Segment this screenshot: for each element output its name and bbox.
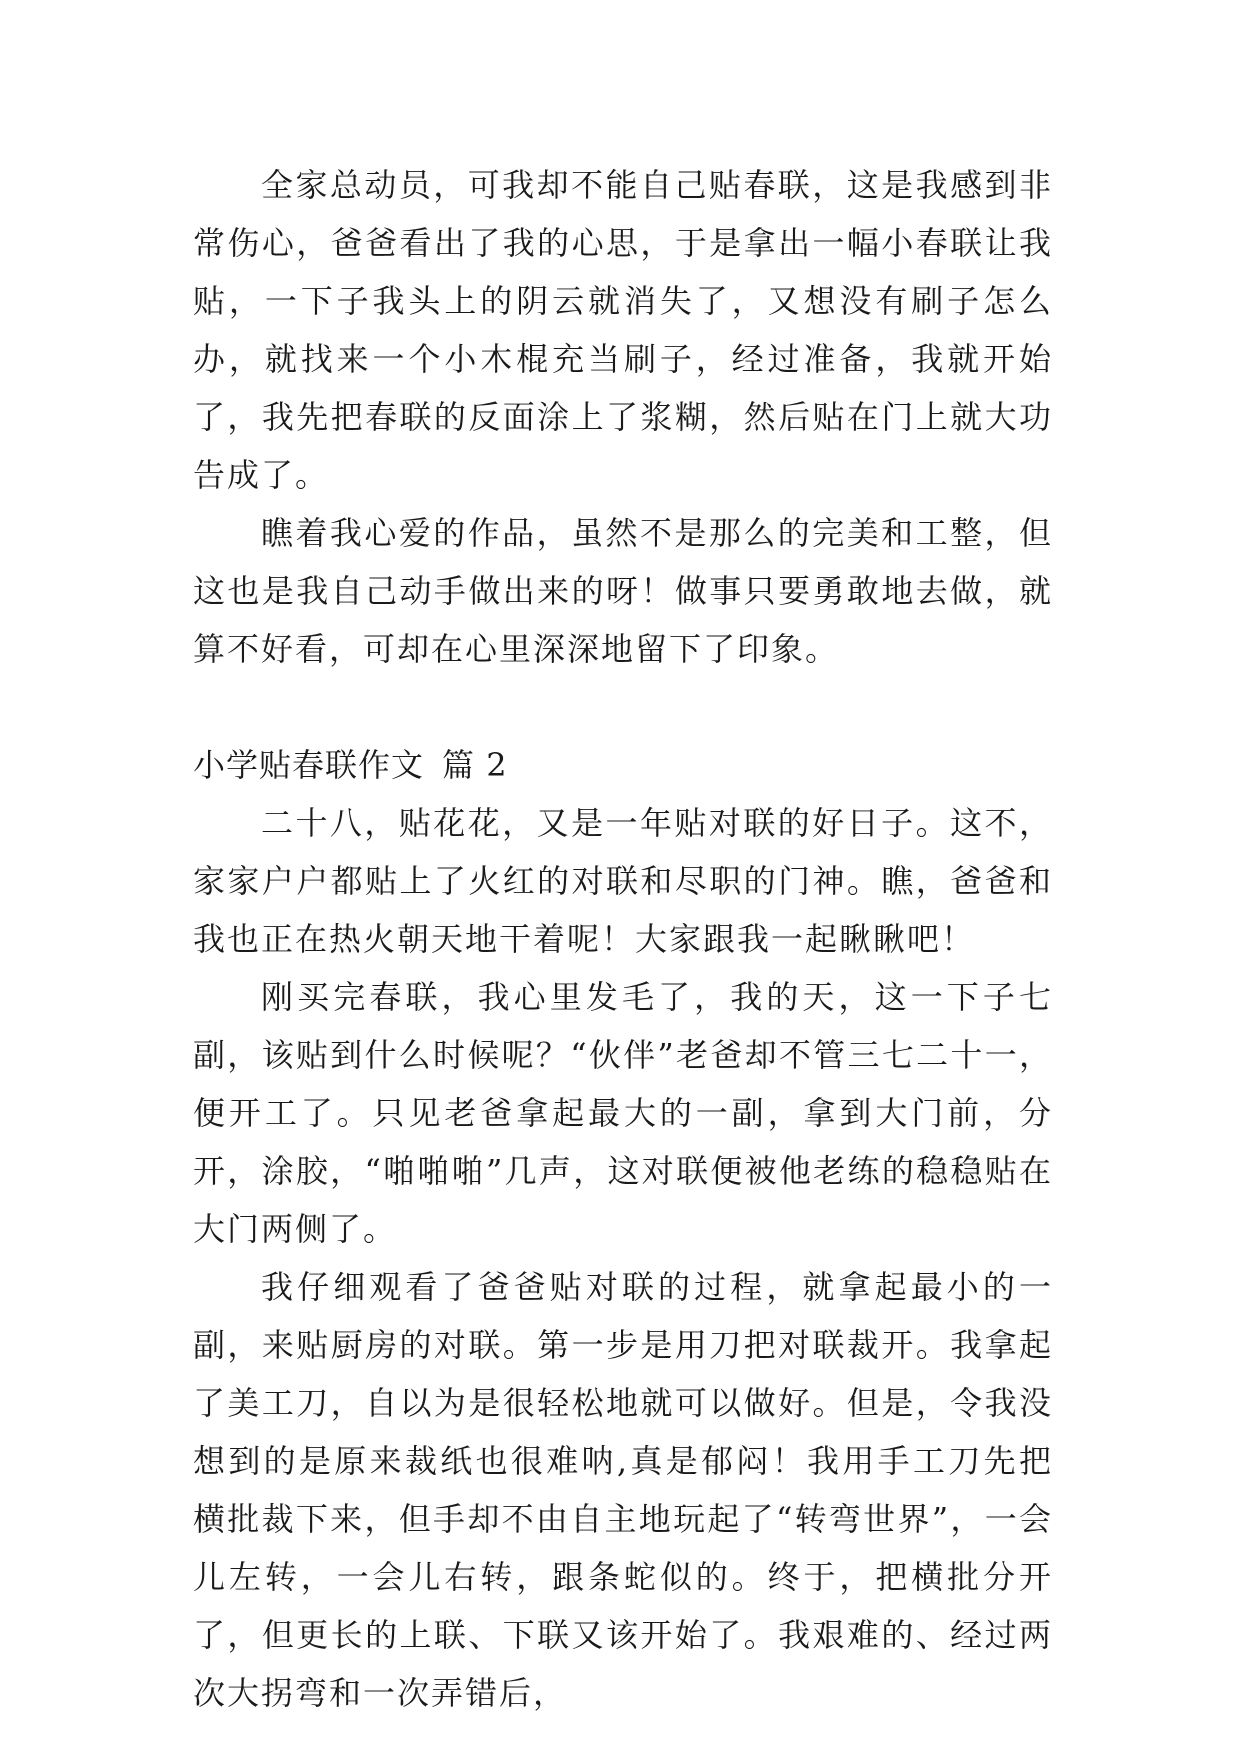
paragraph: 瞧着我心爱的作品，虽然不是那么的完美和工整，但这也是我自己动手做出来的呀！做事只要勇敢地去做，就算不好看，可却在心里深深地留下了印象。 <box>193 514 1053 668</box>
section-heading-number: 篇 2 <box>442 746 508 784</box>
paragraph: 全家总动员，可我却不能自己贴春联，这是我感到非常伤心，爸爸看出了我的心思，于是拿出一幅小春联让我贴，一下子我头上的阴云就消失了，又想没有刷子怎么办，就找来一个小木棍充当刷子，经过准备，我就开始了，我先把春联的反面涂上了浆糊，然后贴在门上就大功告成了。 <box>193 166 1053 494</box>
paragraph: 刚买完春联，我心里发毛了，我的天，这一下子七副，该贴到什么时候呢？“伙伴”老爸却不管三七二十一，便开工了。只见老爸拿起最大的一副，拿到大门前，分开，涂胶，“啪啪啪”几声，这对联便被他老练的稳稳贴在大门两侧了。 <box>193 978 1053 1248</box>
section-heading <box>193 736 1053 794</box>
paragraph: 我仔细观看了爸爸贴对联的过程，就拿起最小的一副，来贴厨房的对联。第一步是用刀把对联裁开。我拿起了美工刀，自以为是很轻松地就可以做好。但是，令我没想到的是原来裁纸也很难呐,真是郁闷！我用手工刀先把横批裁下来，但手却不由自主地玩起了“转弯世界”，一会儿左转，一会儿右转，跟条蛇似的。终于，把横批分开了，但更长的上联、下联又该开始了。我艰难的、经过两次大拐弯和一次弄错后， <box>193 1268 1053 1712</box>
document-body <box>193 156 1053 1722</box>
paragraph: 二十八，贴花花，又是一年贴对联的好日子。这不，家家户户都贴上了火红的对联和尽职的门神。瞧，爸爸和我也正在热火朝天地干着呢！大家跟我一起瞅瞅吧！ <box>193 804 1053 958</box>
section-heading-title: 小学贴春联作文 <box>193 746 425 784</box>
section-spacer <box>193 678 1053 736</box>
